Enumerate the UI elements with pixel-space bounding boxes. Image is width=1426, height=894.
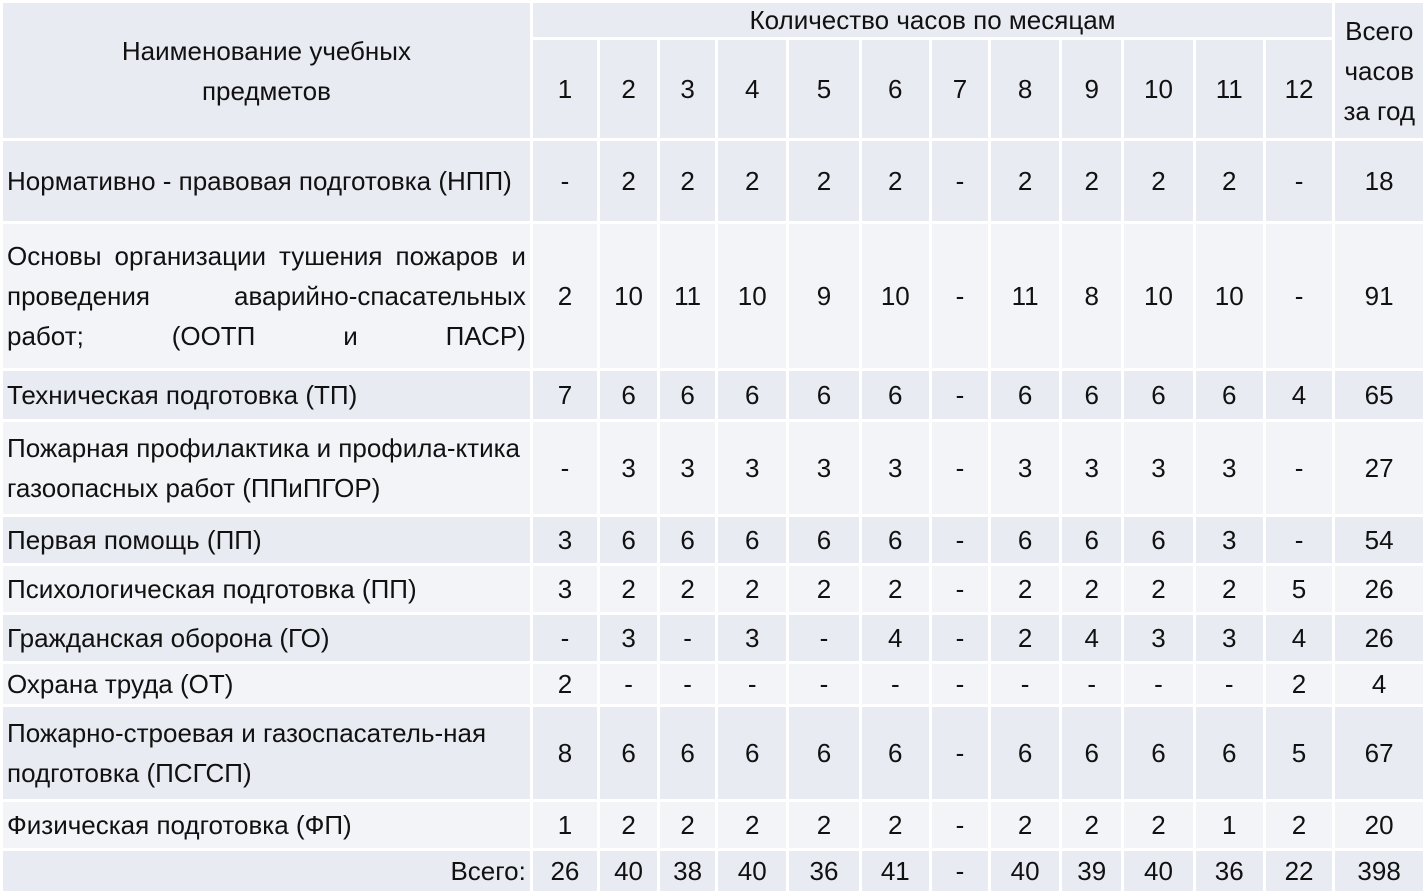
month-hours-cell: 3 [1196, 615, 1263, 661]
month-hours-cell: 2 [718, 141, 786, 221]
month-total-cell: 36 [1196, 851, 1263, 891]
month-hours-cell: 2 [600, 566, 657, 612]
month-hours-cell: 5 [1266, 566, 1332, 612]
month-hours-cell: 4 [862, 615, 929, 661]
month-hours-cell: 2 [660, 566, 715, 612]
month-hours-cell: 6 [1196, 371, 1263, 419]
month-hours-cell: 6 [1062, 707, 1121, 799]
table-row [3, 566, 1423, 612]
month-hours-cell: - [789, 615, 858, 661]
month-header: 5 [789, 40, 858, 138]
month-hours-cell: - [932, 517, 988, 563]
month-hours-cell: 4 [1062, 615, 1121, 661]
month-hours-cell: 3 [600, 422, 657, 514]
month-hours-cell: 8 [1062, 224, 1121, 368]
month-header: 12 [1266, 40, 1332, 138]
month-hours-cell: 3 [600, 615, 657, 661]
month-hours-cell: 6 [991, 371, 1059, 419]
table-row [3, 517, 1423, 563]
subject-name: Охрана труда (ОТ) [3, 664, 530, 704]
year-total-header: Всего часов за год [1335, 3, 1423, 138]
month-hours-cell: 6 [660, 707, 715, 799]
subject-name: Первая помощь (ПП) [3, 517, 530, 563]
month-hours-cell: 10 [600, 224, 657, 368]
month-hours-cell: 11 [660, 224, 715, 368]
month-hours-cell: - [533, 615, 597, 661]
month-hours-cell: 3 [1124, 615, 1192, 661]
row-total-cell: 54 [1335, 517, 1423, 563]
month-hours-cell: - [533, 141, 597, 221]
row-total-cell: 91 [1335, 224, 1423, 368]
month-hours-cell: 2 [600, 141, 657, 221]
month-hours-cell: - [932, 422, 988, 514]
month-hours-cell: 2 [991, 141, 1059, 221]
month-header: 3 [660, 40, 715, 138]
subject-name: Физическая подготовка (ФП) [3, 802, 530, 848]
month-hours-cell: 6 [789, 707, 858, 799]
month-hours-cell: 1 [533, 802, 597, 848]
row-total-cell: 65 [1335, 371, 1423, 419]
month-header: 8 [991, 40, 1059, 138]
month-hours-cell: 2 [862, 802, 929, 848]
month-header: 7 [932, 40, 988, 138]
month-header: 10 [1124, 40, 1192, 138]
month-total-cell: 38 [660, 851, 715, 891]
month-hours-cell: 6 [1196, 707, 1263, 799]
month-hours-cell: 6 [862, 517, 929, 563]
month-hours-cell: 6 [600, 707, 657, 799]
month-hours-cell: 7 [533, 371, 597, 419]
month-hours-cell: - [932, 707, 988, 799]
month-hours-cell: 2 [991, 802, 1059, 848]
subject-name: Психологическая подготовка (ПП) [3, 566, 530, 612]
month-total-cell: 40 [718, 851, 786, 891]
month-hours-cell: 11 [991, 224, 1059, 368]
table-row [3, 664, 1423, 704]
table-row [3, 615, 1423, 661]
month-hours-cell: 1 [1196, 802, 1263, 848]
month-hours-cell: 6 [789, 517, 858, 563]
month-hours-cell: 6 [1124, 517, 1192, 563]
month-hours-cell: 6 [991, 707, 1059, 799]
row-total-cell: 27 [1335, 422, 1423, 514]
month-hours-cell: 4 [1266, 371, 1332, 419]
month-hours-cell: - [1062, 664, 1121, 704]
month-hours-cell: 6 [660, 517, 715, 563]
month-header: 11 [1196, 40, 1263, 138]
month-hours-cell: 2 [862, 566, 929, 612]
month-hours-cell: - [600, 664, 657, 704]
month-hours-cell: - [932, 615, 988, 661]
month-hours-cell: 2 [789, 141, 858, 221]
month-hours-cell: 2 [533, 224, 597, 368]
month-hours-cell: - [1266, 224, 1332, 368]
totals-label: Всего: [3, 851, 530, 891]
month-hours-cell: 2 [718, 802, 786, 848]
month-hours-cell: 2 [991, 566, 1059, 612]
month-hours-cell: 4 [1266, 615, 1332, 661]
month-hours-cell: 2 [1124, 802, 1192, 848]
month-hours-cell: 2 [991, 615, 1059, 661]
month-hours-cell: 2 [1266, 802, 1332, 848]
month-hours-cell: 6 [718, 707, 786, 799]
month-hours-cell: 3 [789, 422, 858, 514]
row-total-cell: 26 [1335, 615, 1423, 661]
subject-name: Техническая подготовка (ТП) [3, 371, 530, 419]
month-hours-cell: 2 [600, 802, 657, 848]
subject-name: Гражданская оборона (ГО) [3, 615, 530, 661]
month-hours-cell: 6 [718, 517, 786, 563]
month-hours-cell: 2 [660, 141, 715, 221]
month-hours-cell: - [660, 664, 715, 704]
month-hours-cell: - [932, 802, 988, 848]
table-row [3, 141, 1423, 221]
month-hours-cell: - [1266, 141, 1332, 221]
month-hours-cell: 3 [533, 517, 597, 563]
month-hours-cell: - [718, 664, 786, 704]
month-total-cell: 41 [862, 851, 929, 891]
table-row [3, 371, 1423, 419]
month-header: 2 [600, 40, 657, 138]
month-total-cell: 36 [789, 851, 858, 891]
month-hours-cell: 2 [1062, 141, 1121, 221]
month-hours-cell: - [1266, 422, 1332, 514]
month-hours-cell: 6 [1062, 371, 1121, 419]
month-hours-cell: 10 [1124, 224, 1192, 368]
month-hours-cell: 6 [1124, 707, 1192, 799]
month-header: 6 [862, 40, 929, 138]
month-hours-cell: 2 [789, 566, 858, 612]
month-hours-cell: - [932, 141, 988, 221]
totals-row [3, 851, 1423, 891]
row-total-cell: 18 [1335, 141, 1423, 221]
subject-name: Пожарная профилактика и профила-ктика газоопасных работ (ППиПГОР) [3, 422, 530, 514]
month-hours-cell: - [862, 664, 929, 704]
subject-name: Основы организации тушения пожаров и проведения аварийно-спасательных работ; (ООТП и ПАСР) [3, 224, 530, 368]
month-hours-cell: - [533, 422, 597, 514]
month-hours-cell: 6 [600, 371, 657, 419]
row-total-cell: 26 [1335, 566, 1423, 612]
month-hours-cell: - [991, 664, 1059, 704]
table-row [3, 224, 1423, 368]
month-total-cell: 40 [600, 851, 657, 891]
month-hours-cell: 5 [1266, 707, 1332, 799]
months-title-header: Количество часов по месяцам [533, 3, 1332, 37]
month-hours-cell: 6 [660, 371, 715, 419]
month-hours-cell: 3 [1062, 422, 1121, 514]
subject-name: Пожарно-строевая и газоспасатель-ная подготовка (ПСГСП) [3, 707, 530, 799]
month-hours-cell: 6 [991, 517, 1059, 563]
table-row [3, 422, 1423, 514]
table-row [3, 707, 1423, 799]
grand-total-cell: 398 [1335, 851, 1423, 891]
month-hours-cell: 2 [1062, 802, 1121, 848]
month-hours-cell: 3 [718, 422, 786, 514]
month-hours-cell: - [1196, 664, 1263, 704]
month-hours-cell: 3 [718, 615, 786, 661]
month-hours-cell: 3 [991, 422, 1059, 514]
month-hours-cell: 3 [1196, 517, 1263, 563]
subject-name-header: Наименование учебных предметов [3, 3, 530, 138]
month-hours-cell: - [1124, 664, 1192, 704]
row-total-cell: 4 [1335, 664, 1423, 704]
month-header: 9 [1062, 40, 1121, 138]
month-hours-cell: - [932, 566, 988, 612]
month-hours-cell: - [789, 664, 858, 704]
month-total-cell: 39 [1062, 851, 1121, 891]
month-hours-cell: - [932, 664, 988, 704]
month-header: 1 [533, 40, 597, 138]
month-hours-cell: 9 [789, 224, 858, 368]
table-row [3, 802, 1423, 848]
month-hours-cell: 3 [660, 422, 715, 514]
row-total-cell: 67 [1335, 707, 1423, 799]
month-hours-cell: 2 [718, 566, 786, 612]
month-hours-cell: 10 [718, 224, 786, 368]
month-hours-cell: 6 [789, 371, 858, 419]
month-hours-cell: 2 [1266, 664, 1332, 704]
month-hours-cell: 8 [533, 707, 597, 799]
month-total-cell: 40 [1124, 851, 1192, 891]
month-hours-cell: 10 [1196, 224, 1263, 368]
month-total-cell: 26 [533, 851, 597, 891]
month-hours-cell: 6 [862, 707, 929, 799]
month-hours-cell: 2 [1124, 141, 1192, 221]
month-total-cell: 22 [1266, 851, 1332, 891]
month-hours-cell: 3 [862, 422, 929, 514]
month-hours-cell: 6 [1124, 371, 1192, 419]
month-hours-cell: - [932, 371, 988, 419]
month-hours-cell: 10 [862, 224, 929, 368]
month-total-cell: 40 [991, 851, 1059, 891]
month-hours-cell: 2 [533, 664, 597, 704]
month-hours-cell: 2 [1196, 566, 1263, 612]
month-hours-cell: 3 [1196, 422, 1263, 514]
month-hours-cell: 2 [789, 802, 858, 848]
month-total-cell: - [932, 851, 988, 891]
subject-name: Нормативно - правовая подготовка (НПП) [3, 141, 530, 221]
month-hours-cell: 6 [600, 517, 657, 563]
month-hours-cell: 6 [1062, 517, 1121, 563]
row-total-cell: 20 [1335, 802, 1423, 848]
month-header: 4 [718, 40, 786, 138]
month-hours-cell: 2 [862, 141, 929, 221]
month-hours-cell: 3 [533, 566, 597, 612]
month-hours-cell: 2 [1124, 566, 1192, 612]
month-hours-cell: 2 [660, 802, 715, 848]
month-hours-cell: 2 [1062, 566, 1121, 612]
month-hours-cell: 3 [1124, 422, 1192, 514]
month-hours-cell: - [932, 224, 988, 368]
month-hours-cell: - [660, 615, 715, 661]
month-hours-cell: 6 [862, 371, 929, 419]
month-hours-cell: - [1266, 517, 1332, 563]
month-hours-cell: 6 [718, 371, 786, 419]
month-hours-cell: 2 [1196, 141, 1263, 221]
